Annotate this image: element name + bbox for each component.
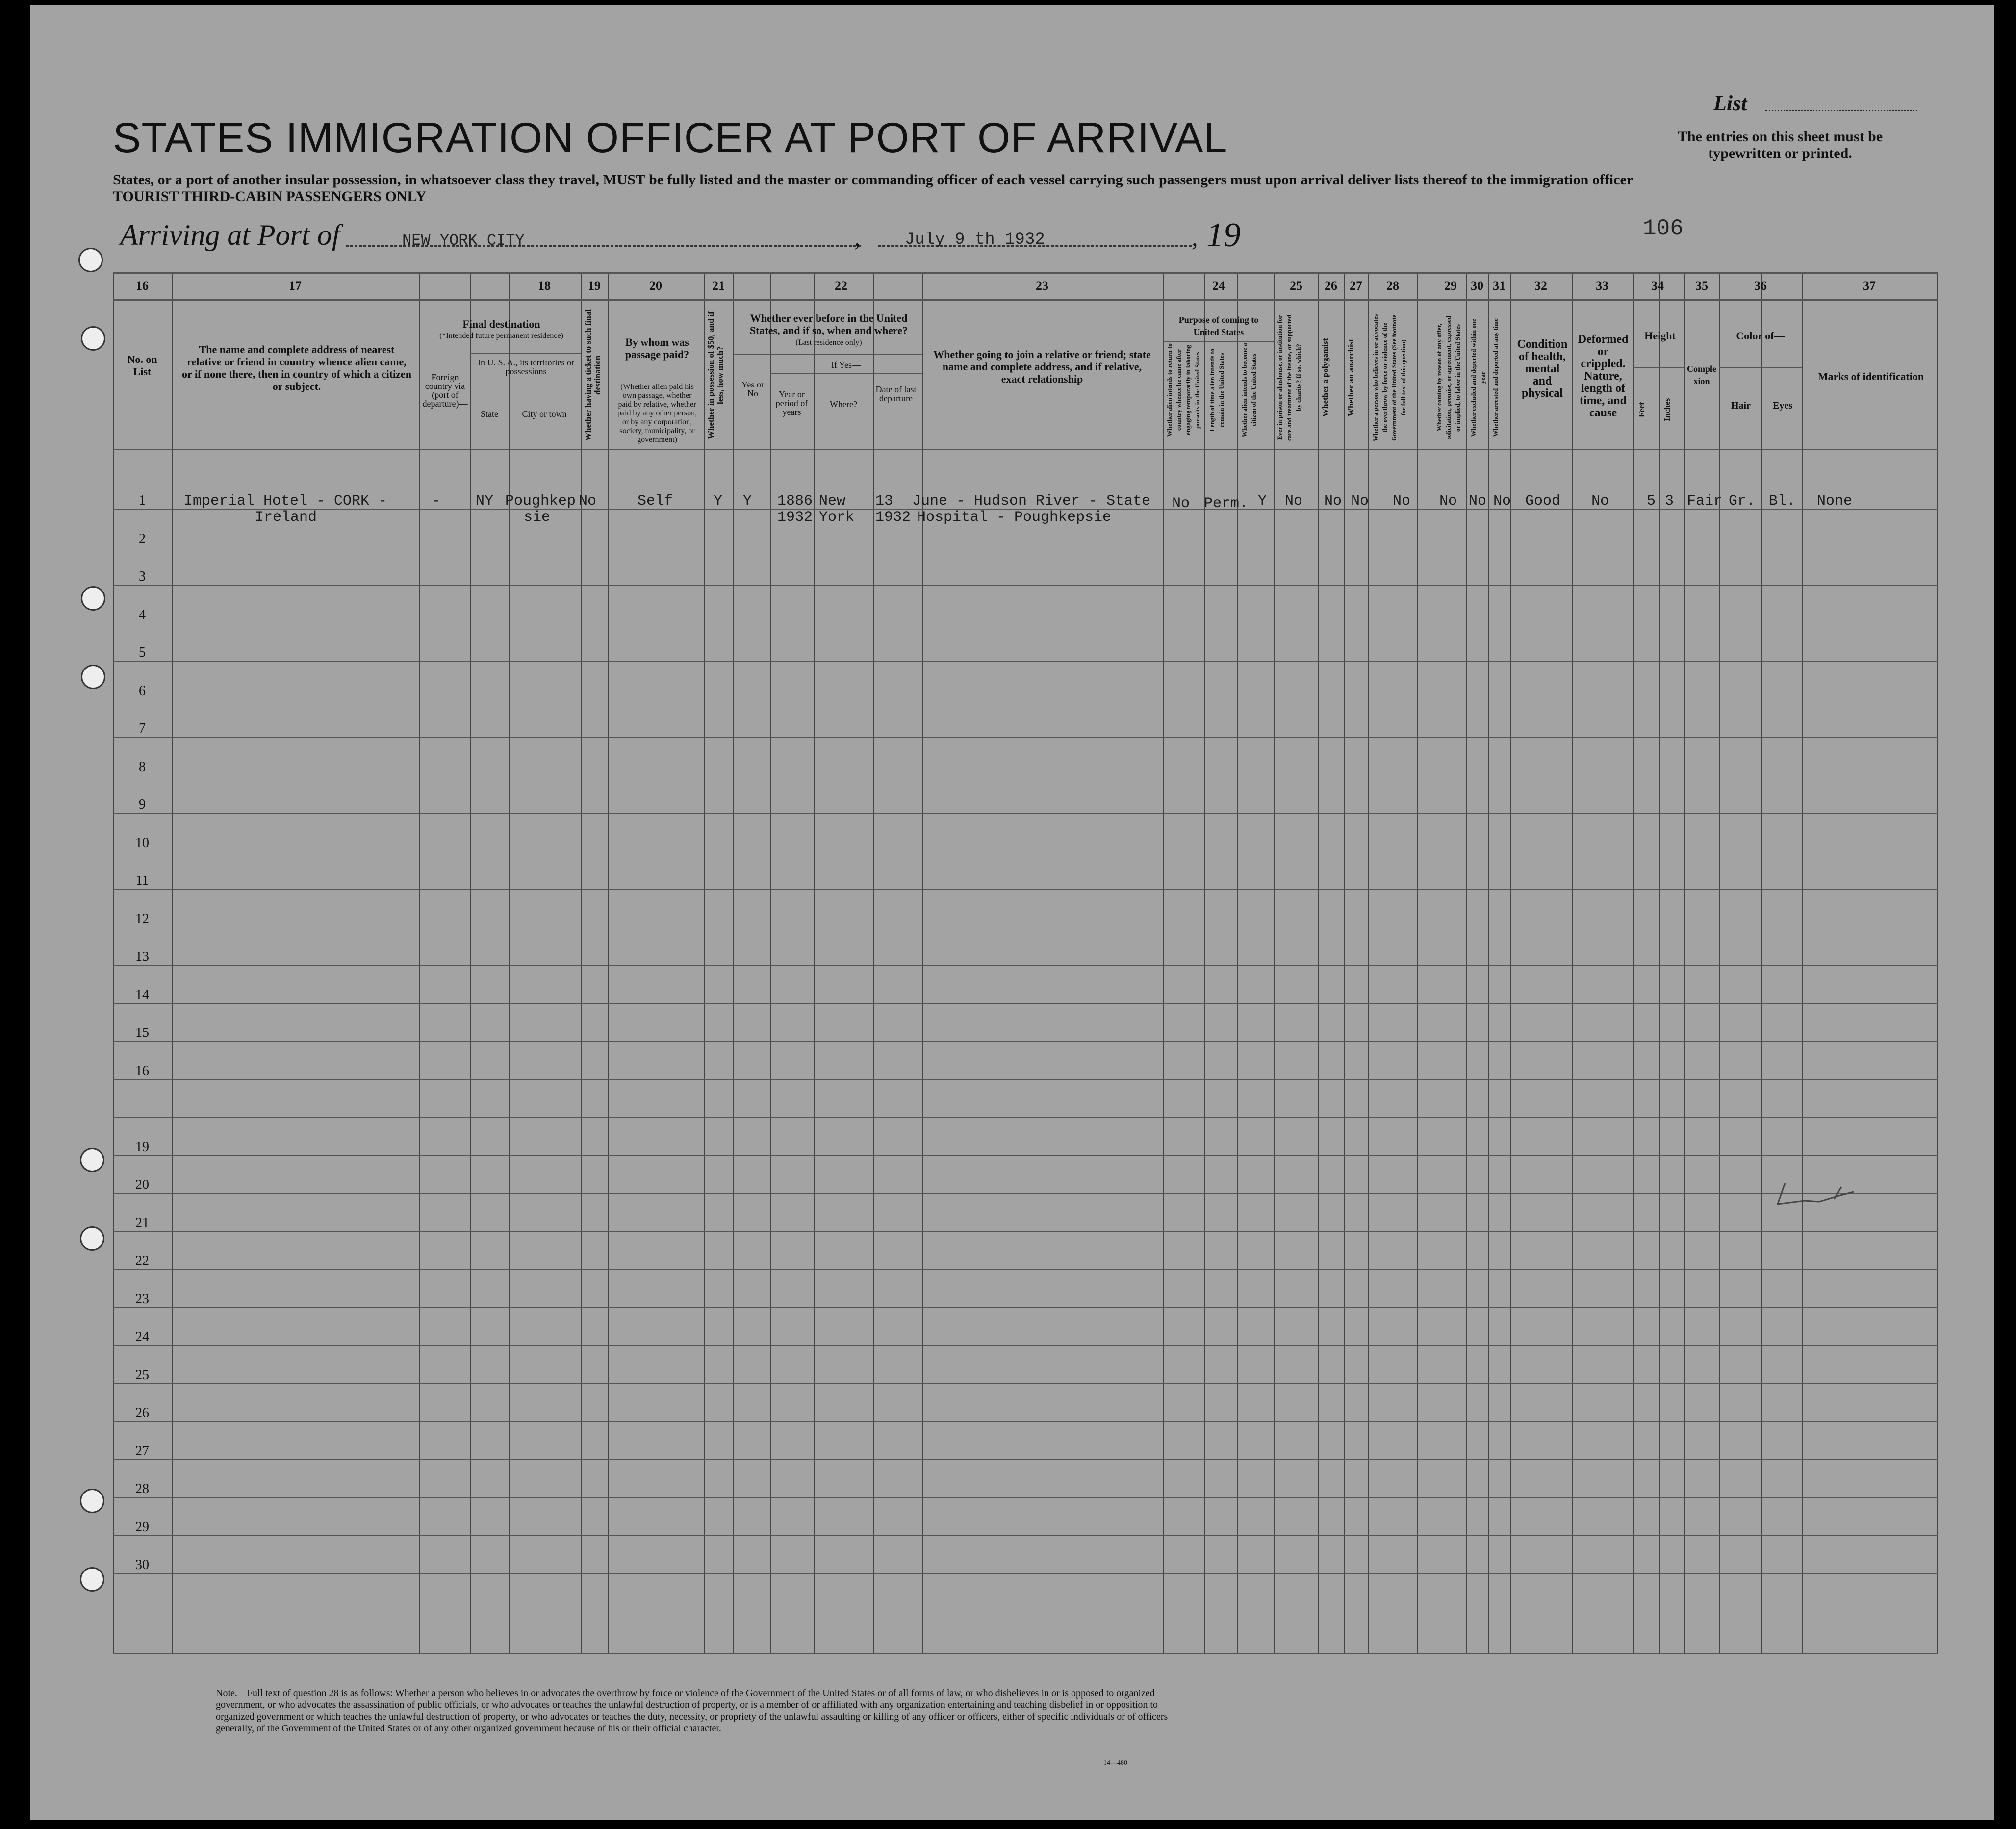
table-vertical-line: [873, 272, 874, 1653]
table-horizontal-line: [113, 661, 1938, 662]
header-hair: Hair: [1731, 400, 1751, 411]
entry-before-yes: Y: [743, 493, 752, 510]
punch-hole: [80, 1489, 104, 1513]
table-vertical-line: [770, 272, 771, 1653]
row-number: 11: [135, 873, 149, 888]
table-vertical-line: [1802, 272, 1803, 1653]
entry-polygamist: No: [1324, 493, 1342, 510]
entry-anarchist: No: [1351, 493, 1369, 510]
entry-where-line1: New: [819, 493, 846, 510]
entry-health: Good: [1525, 493, 1561, 510]
column-number: 16: [136, 279, 149, 293]
punch-hole: [80, 1226, 104, 1251]
table-vertical-line: [1684, 272, 1685, 1653]
row-number: 22: [135, 1253, 149, 1268]
table-horizontal-line: [113, 1421, 1938, 1422]
table-horizontal-line: [113, 965, 1938, 966]
table-horizontal-line: [470, 353, 581, 354]
entry-feet: 5: [1647, 493, 1656, 510]
row-number: 1: [139, 493, 146, 508]
row-number: 21: [135, 1215, 149, 1231]
entry-city-line1: Poughkep: [505, 493, 576, 510]
column-number: 34: [1651, 279, 1664, 293]
row-number: 24: [135, 1329, 149, 1344]
arriving-label: Arriving at Port of: [120, 219, 340, 251]
header-purpose-length: Length of time alien intends to remain in the United States: [1208, 348, 1225, 432]
row-number: 4: [139, 607, 146, 622]
column-number: 33: [1596, 279, 1608, 293]
header-city: City or town: [522, 409, 567, 419]
table-horizontal-line: [113, 1003, 1938, 1004]
table-horizontal-line: [113, 1269, 1938, 1270]
column-number: 18: [538, 279, 551, 293]
table-horizontal-line: [113, 1117, 1938, 1118]
entry-arrested: No: [1493, 493, 1511, 510]
table-horizontal-line: [113, 1345, 1938, 1346]
table-vertical-line: [1572, 272, 1573, 1653]
row-number: 20: [135, 1177, 149, 1192]
column-number: 30: [1471, 279, 1483, 293]
table-horizontal-line: [1633, 367, 1684, 368]
header-arrested: Whether arrested and deported at any time: [1492, 318, 1499, 437]
table-vertical-line: [814, 272, 815, 1653]
table-horizontal-line: [113, 1079, 1938, 1080]
header-inches: Inches: [1662, 398, 1672, 421]
header-if-yes: If Yes—: [831, 360, 861, 370]
row-number: 25: [135, 1367, 149, 1383]
table-horizontal-line: [113, 1383, 1938, 1384]
table-horizontal-line: [113, 1231, 1938, 1232]
header-feet: Feet: [1637, 402, 1646, 417]
port-value: NEW YORK CITY: [402, 232, 525, 250]
sheet-number: 106: [1643, 216, 1684, 241]
header-marks: Marks of identification: [1817, 370, 1924, 383]
table-vertical-line: [608, 272, 609, 1653]
table-vertical-line: [1510, 272, 1511, 1653]
entry-length-stay: Perm.: [1204, 495, 1249, 512]
row-number: 29: [135, 1520, 149, 1535]
table-horizontal-line: [113, 1193, 1938, 1194]
table-vertical-line: [419, 272, 420, 1653]
table-vertical-line: [1633, 272, 1634, 1653]
header-final-destination: Final destination: [462, 318, 540, 330]
row-number: 5: [139, 645, 146, 660]
table-vertical-line: [1659, 272, 1660, 1653]
table-vertical-line: [1237, 272, 1238, 1653]
handwritten-mark: [1775, 1177, 1898, 1211]
table-vertical-line: [1488, 272, 1489, 1653]
table-horizontal-line: [113, 585, 1938, 586]
header-height: Height: [1644, 330, 1676, 342]
entry-offer-labor: No: [1439, 493, 1457, 510]
table-vertical-line: [704, 272, 705, 1653]
header-color: Color of—: [1736, 330, 1785, 342]
manifest-sheet: [30, 5, 1994, 1820]
header-anarchist: Whether an anarchist: [1346, 338, 1355, 417]
column-number: 31: [1493, 279, 1506, 293]
entry-become-citizen: Y: [1258, 493, 1267, 510]
table-vertical-line: [922, 272, 923, 1653]
header-health: Condition of health, mental and physical: [1517, 338, 1568, 400]
row-number: 13: [135, 949, 149, 964]
entry-period-line1: 1886: [777, 493, 813, 510]
column-number: 32: [1534, 279, 1547, 293]
row-number: 16: [135, 1063, 149, 1079]
column-number: 25: [1290, 279, 1302, 293]
row-number: 2: [139, 531, 146, 546]
entry-overthrow: No: [1393, 493, 1411, 510]
table-horizontal-line: [113, 1155, 1938, 1156]
table-horizontal-line: [113, 813, 1938, 814]
punch-hole: [81, 665, 105, 689]
header-purpose-citizen: Whether alien intends to become a citizen of the United States: [1241, 343, 1257, 437]
header-last-residence: (Last residence only): [795, 338, 862, 347]
entry-return-country: No: [1172, 495, 1190, 512]
table-vertical-line: [1417, 272, 1418, 1653]
table-vertical-line: [1719, 272, 1720, 1653]
date-value: July 9 th 1932: [905, 231, 1045, 249]
entry-city-line2: sie: [524, 509, 551, 526]
row-number: 6: [139, 683, 146, 698]
table-horizontal-line: [113, 1497, 1938, 1498]
punch-hole: [81, 586, 105, 611]
table-horizontal-line: [1719, 367, 1802, 368]
table-horizontal-line: [113, 449, 1938, 450]
header-where: Where?: [830, 399, 857, 409]
table-vertical-line: [509, 272, 510, 1653]
table-vertical-line: [1318, 272, 1319, 1653]
entry-marks: None: [1817, 493, 1853, 510]
column-number: 36: [1754, 279, 1767, 293]
entry-relative-line1: Imperial Hotel - CORK -: [184, 493, 387, 510]
column-number: 28: [1386, 279, 1399, 293]
header-excluded: Whether excluded and deported within one year: [1470, 319, 1486, 437]
header-purpose-return: Whether alien intends to return to country whence he came after engaging temporarily in laboring pursuits in the United States: [1166, 343, 1201, 437]
table-horizontal-line: [113, 272, 1938, 274]
table-vertical-line: [581, 272, 582, 1653]
table-horizontal-line: [113, 299, 1938, 301]
table-vertical-line: [1344, 272, 1345, 1653]
form-code: 14—480: [1103, 1759, 1127, 1767]
column-number: 26: [1325, 279, 1337, 293]
header-no-on-list: No. on List: [127, 353, 157, 378]
header-fifty-dollars: Whether in possession of $50, and if less, how much?: [706, 311, 725, 439]
header-ticket: Whether having a ticket to such final destination: [584, 309, 602, 441]
row-number: 26: [135, 1405, 149, 1420]
punch-hole: [80, 1148, 104, 1172]
entry-where-line2: York: [819, 509, 855, 526]
list-label: List: [1713, 91, 1747, 115]
column-number: 22: [835, 279, 847, 293]
row-number: 23: [135, 1291, 149, 1307]
header-passage-sub: (Whether alien paid his own passage, whether paid by relative, whether paid by any other person, or by any corporation, society, municipality, or government): [617, 383, 697, 444]
entry-eyes: Bl.: [1769, 493, 1796, 510]
column-number: 20: [649, 279, 662, 293]
column-number: 21: [712, 279, 725, 293]
row-number: 8: [139, 759, 146, 774]
row-number: 15: [135, 1025, 149, 1040]
entry-complexion: Fair: [1687, 493, 1723, 510]
table-vertical-line: [1163, 272, 1164, 1653]
entry-join-line2: Hospital - Poughkepsie: [917, 509, 1112, 526]
entry-hair: Gr.: [1729, 493, 1756, 510]
row-number: 27: [135, 1443, 149, 1459]
punch-hole: [78, 248, 103, 272]
entry-relative-line2: Ireland: [255, 509, 317, 526]
header-last-departure: Date of last departure: [875, 385, 917, 403]
list-number-line: [1765, 110, 1917, 111]
row-number: 9: [139, 797, 146, 812]
row-number: 14: [135, 987, 149, 1003]
column-number: 24: [1212, 279, 1225, 293]
entry-has-50: Y: [714, 493, 723, 510]
typewritten-note: The entries on this sheet must be typewritten or printed.: [1677, 129, 1883, 161]
column-number: 19: [588, 279, 601, 293]
punch-hole: [81, 326, 105, 351]
header-purpose: Purpose of coming to United States: [1178, 315, 1259, 337]
column-number: 37: [1863, 279, 1876, 293]
header-relative: The name and complete address of nearest relative or friend in country whence alien came, or if none there, then in country of which a citizen or subject.: [182, 343, 411, 392]
table-horizontal-line: [113, 1535, 1938, 1536]
table-horizontal-line: [113, 1307, 1938, 1308]
header-ever-before: Whether ever before in the United States, and if so, when and where?: [749, 312, 908, 336]
header-passage: By whom was passage paid?: [625, 336, 689, 361]
entry-join-line1: June - Hudson River - State: [912, 493, 1151, 510]
header-yes-no: Yes or No: [741, 380, 764, 398]
header-join-relative: Whether going to join a relative or friend; state name and complete address, and if relative, exact relationship: [933, 348, 1151, 385]
entry-foreign-via: -: [432, 493, 441, 510]
entry-ticket: No: [579, 493, 597, 510]
entry-last-dep-line1: 13: [875, 493, 893, 510]
header-eyes: Eyes: [1773, 400, 1792, 411]
comma: ,: [854, 224, 861, 251]
column-number: 29: [1444, 279, 1457, 293]
footnote: Note.—Full text of question 28 is as follows: Whether a person who believes in or advocates the overthrow by force or violence of the Government of the United States or of all forms of law, or who disbelieves in or is opposed to organized government, or who advocates the assassination of public officials, or who advocates or teaches the unlawful destruction of property, or is a member of or affiliated with any organization entertaining and teaching disbelief in or opposition to organized government or which teaches the unlawful destruction of property, or who advocates or teaches the duty, necessity, or propriety of the unlawful assaulting or killing of any officer or officers, either of specific individuals or of officers generally, of the Government of the United States or of any other organized government because of his or their official character.: [216, 1688, 1168, 1734]
header-state: State: [481, 409, 498, 419]
table-vertical-line: [1761, 272, 1762, 1653]
header-final-destination-sub: (*Intended future permanent residence): [439, 332, 563, 340]
header-polygamist: Whether a polygamist: [1321, 338, 1330, 417]
row-number: 19: [135, 1139, 149, 1155]
table-horizontal-line: [113, 737, 1938, 738]
table-vertical-line: [1204, 272, 1205, 1653]
table-horizontal-line: [113, 889, 1938, 890]
entry-prison: No: [1285, 493, 1303, 510]
row-number: 3: [139, 569, 146, 584]
table-horizontal-line: [113, 1653, 1938, 1654]
year-prefix: 19: [1206, 216, 1241, 254]
table-horizontal-line: [733, 354, 922, 355]
row-number: 10: [135, 835, 149, 850]
instruction-line-2: TOURIST THIRD-CABIN PASSENGERS ONLY: [113, 188, 427, 205]
table-horizontal-line: [113, 1459, 1938, 1460]
table-vertical-line: [470, 272, 471, 1653]
table-horizontal-line: [770, 373, 922, 374]
column-number: 17: [289, 279, 302, 293]
column-number: 27: [1350, 279, 1362, 293]
header-overthrow: Whether a person who believes in or advocates the overthrow by force or violence of the Government of the United States (See footnote for full text of this question): [1372, 314, 1407, 441]
table-vertical-line: [1274, 272, 1275, 1653]
punch-hole: [80, 1567, 104, 1592]
column-number: 35: [1695, 279, 1708, 293]
table-horizontal-line: [113, 1041, 1938, 1042]
row-number: 30: [135, 1557, 149, 1572]
header-usa: In U. S. A., its territories or possessions: [478, 358, 574, 376]
instruction-line-1: States, or a port of another insular possession, in whatsoever class they travel, MUST be fully listed and the master or commanding officer of each vessel carrying such passengers must upon arrival deliver lists thereof to the immigration officer: [113, 172, 1633, 188]
header-prison: Ever in prison or almshouse, or institution for care and treatment of the insane, or supported by charity? If so, which?: [1276, 314, 1302, 441]
page-title: STATES IMMIGRATION OFFICER AT PORT OF ARRIVAL: [113, 114, 1228, 161]
row-number: 28: [135, 1481, 149, 1496]
entry-deformed: No: [1591, 493, 1609, 510]
table-vertical-line: [1368, 272, 1369, 1653]
header-offer-labor: Whether coming by reason of any offer, solicitation, promise, or agreement, expressed or implied, to labor in the United States: [1435, 315, 1461, 440]
comma: ,: [1192, 224, 1198, 251]
header-deformed: Deformed or crippled. Nature, length of time, and cause: [1578, 333, 1629, 419]
entry-last-dep-line2: 1932: [875, 509, 911, 526]
header-complexion: Complexion: [1687, 364, 1716, 386]
entry-paid-by: Self: [638, 493, 673, 510]
header-year-period: Year or period of years: [775, 389, 808, 417]
header-foreign-via: Foreign country via (port of departure)—: [422, 372, 468, 409]
table-horizontal-line: [113, 1573, 1938, 1574]
entry-inches: 3: [1665, 493, 1674, 510]
table-vertical-line: [172, 272, 173, 1653]
column-number: 23: [1036, 279, 1048, 293]
entry-excluded: No: [1469, 493, 1487, 510]
entry-period-line2: 1932: [777, 509, 813, 526]
table-vertical-line: [1937, 272, 1938, 1653]
table-vertical-line: [1466, 272, 1467, 1653]
entry-state: NY: [476, 493, 494, 510]
table-vertical-line: [733, 272, 734, 1653]
row-number: 7: [139, 721, 146, 736]
row-number: 12: [135, 911, 149, 927]
